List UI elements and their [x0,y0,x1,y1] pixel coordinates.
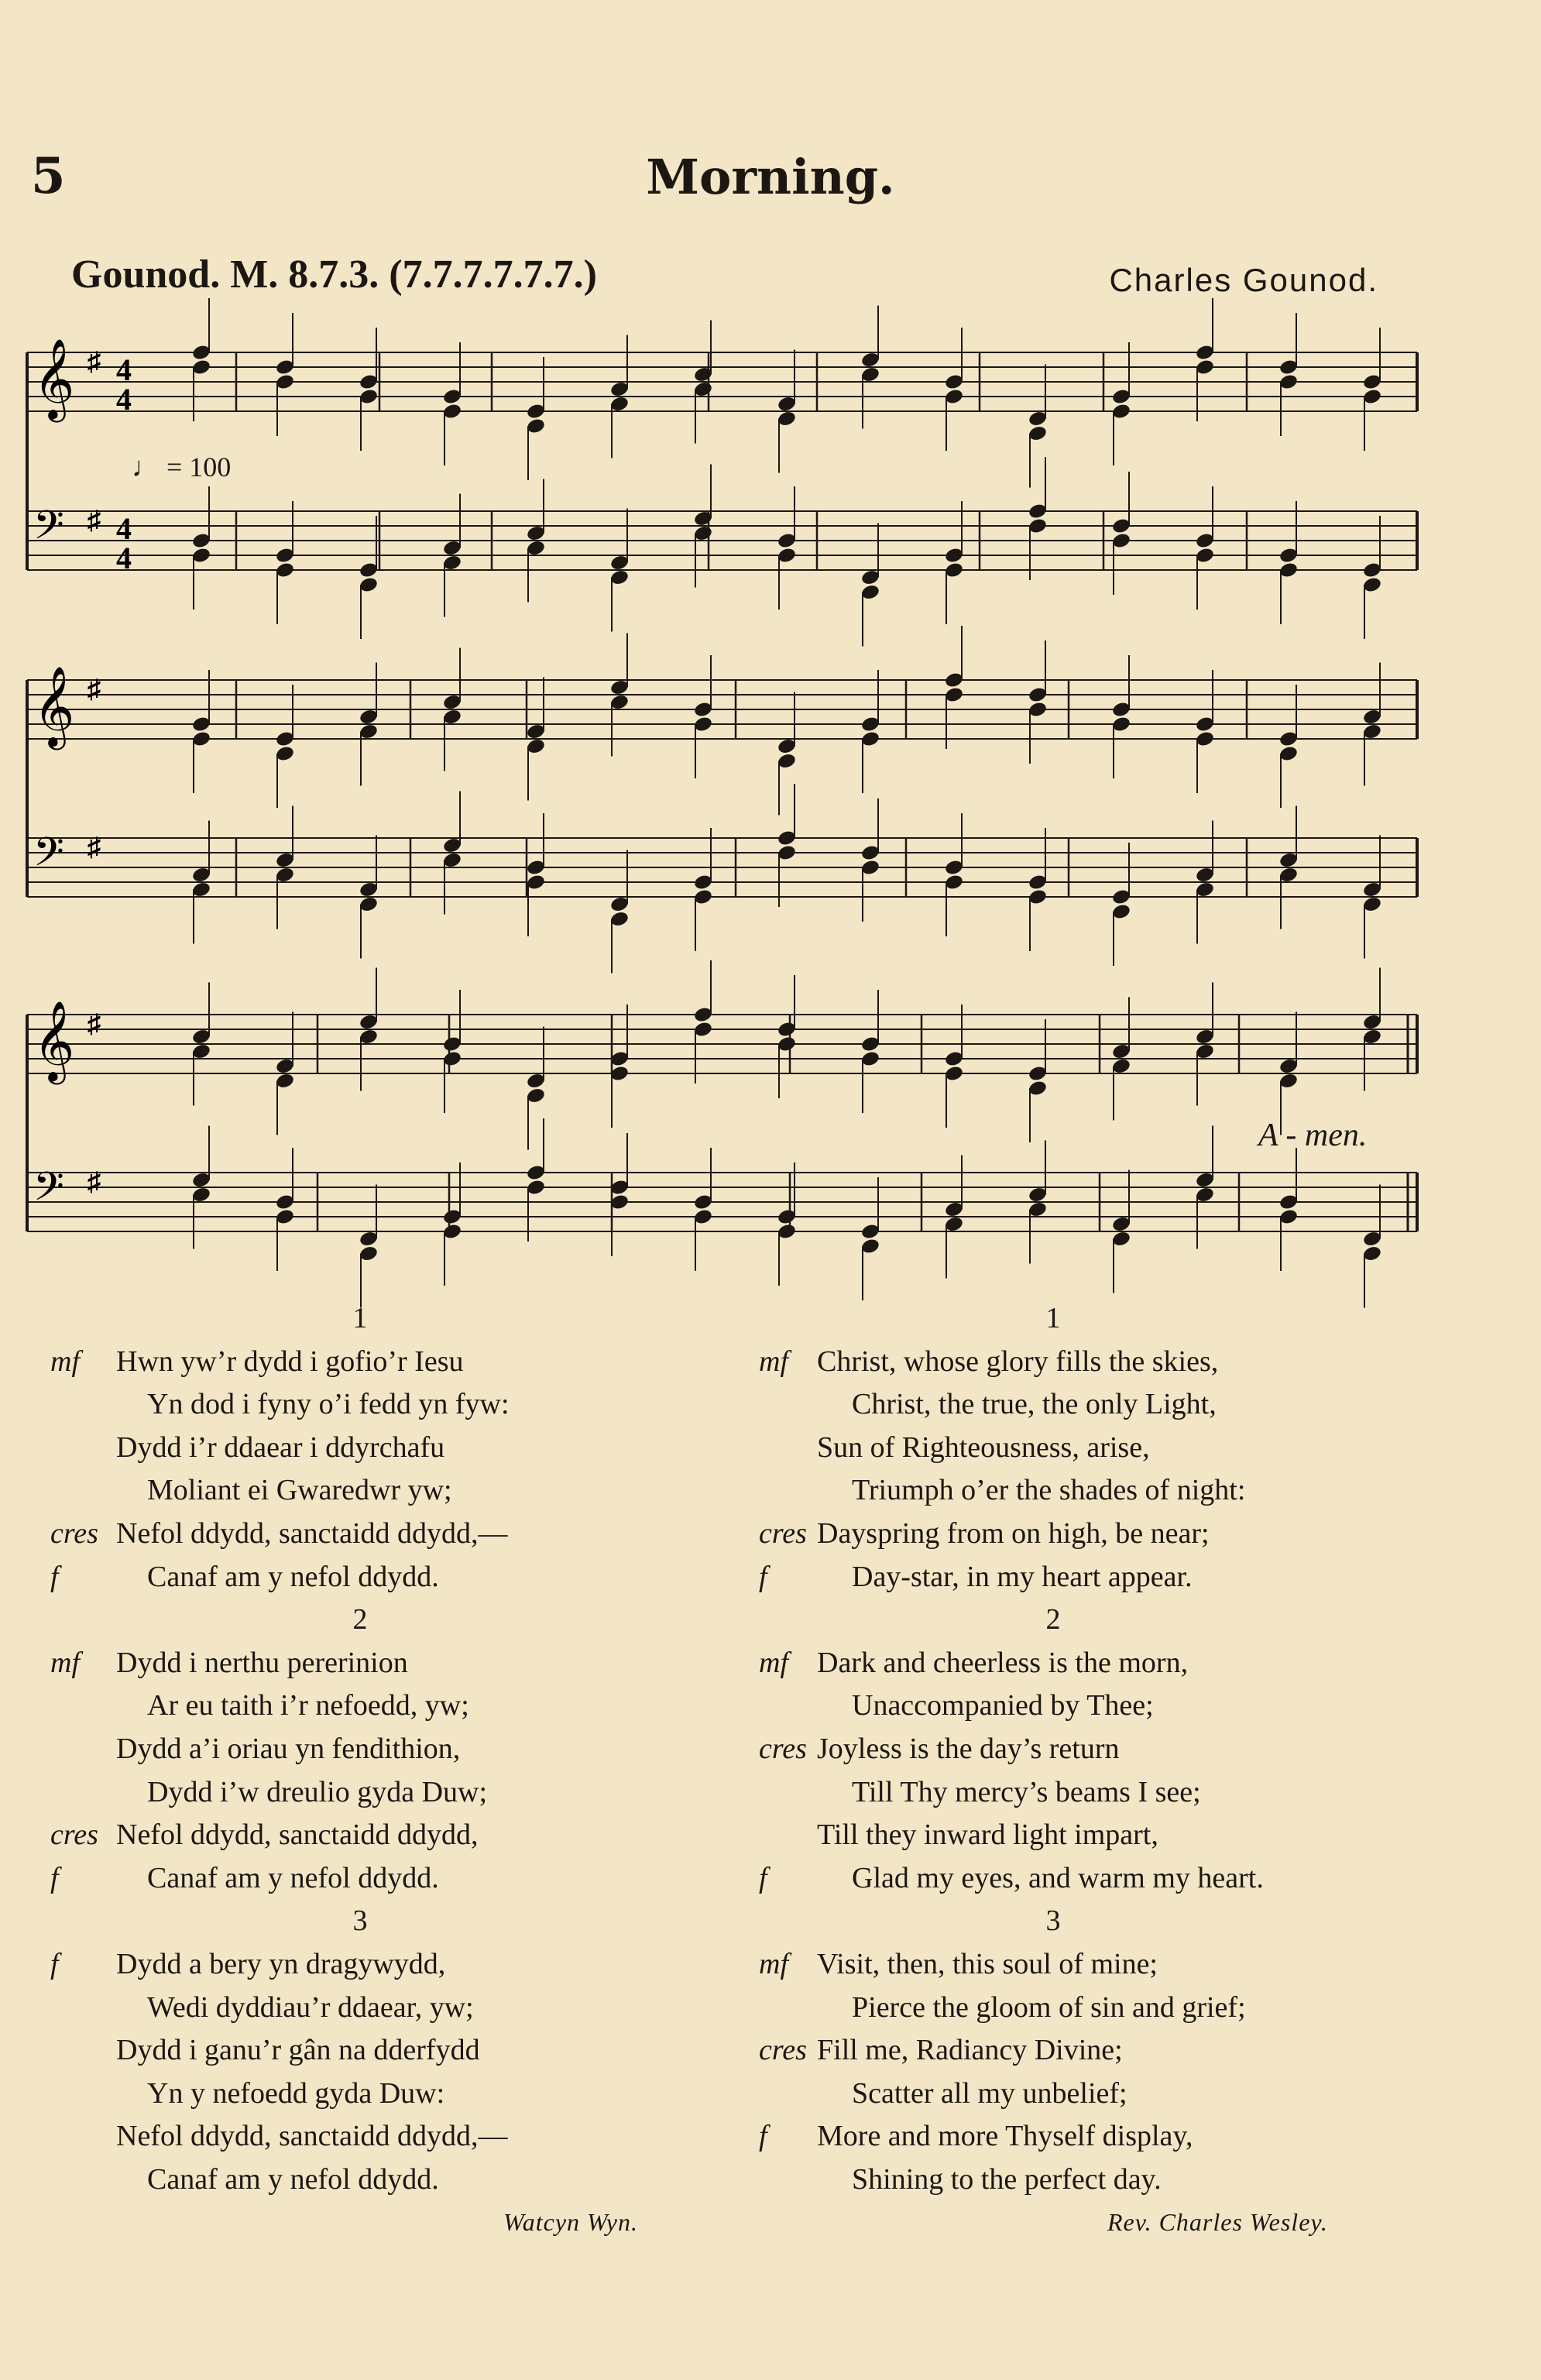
lyric-text: Dydd i nerthu pererinion [116,1646,408,1679]
lyric-text: Nefol ddydd, sanctaidd ddydd,— [116,1516,508,1550]
sharp-sign: ♯ [88,833,101,862]
verse-number: 2 [1045,1603,1061,1636]
dynamic-marking: cres [759,1732,807,1765]
dynamic-marking: f [759,1861,767,1894]
lyric-text: Unaccompanied by Thee; [852,1689,1154,1722]
dynamic-marking: cres [759,2034,807,2067]
lyric-text: Dark and cheerless is the morn, [817,1646,1189,1679]
time-signature: 4 [116,511,132,547]
sharp-sign: ♯ [88,1167,101,1197]
verse-line [43,1814,740,1857]
verse-line [751,1771,1448,1815]
dynamic-marking: f [759,1560,767,1593]
verse-line [751,1469,1448,1513]
dynamic-marking: f [759,2120,767,2153]
dynamic-marking: mf [50,1345,80,1378]
time-signature: 4 [116,352,132,388]
lyric-text: Dydd i’r ddaear i ddyrchafu [116,1430,445,1464]
lyric-text: Triumph o’er the shades of night: [852,1474,1246,1507]
bass-clef: 𝄢 [33,828,64,885]
lyric-text: Sun of Righteousness, arise, [817,1430,1150,1464]
verse-line [751,2029,1448,2073]
lyric-text: Nefol ddydd, sanctaidd ddydd,— [116,2120,508,2153]
verse-line [43,1771,740,1815]
lyric-text: Dydd i ganu’r gân na dderfydd [116,2034,480,2067]
verse-line [751,1383,1448,1427]
verse-line [43,1857,740,1901]
verse-line [43,2115,740,2158]
treble-clef: 𝄞 [33,1000,75,1082]
lyric-text: Visit, then, this soul of mine; [817,1947,1158,1980]
dynamic-marking: cres [759,1516,807,1550]
composer-credit: Charles Gounod. [1109,262,1378,298]
bass-clef: 𝄢 [33,501,64,558]
lyric-text: Christ, whose glory fills the skies, [817,1345,1219,1378]
lyric-text: Dayspring from on high, be near; [817,1516,1210,1550]
lyric-text: Dydd a bery yn dragywydd, [116,1947,446,1980]
tempo-marking: ♩ = 100 [132,452,232,483]
verse-line [751,1556,1448,1599]
lyric-text: Pierce the gloom of sin and grief; [852,1990,1246,2024]
lyric-text: Christ, the true, the only Light, [852,1388,1217,1421]
verse-line [43,1513,740,1556]
section-title: Morning. [646,149,895,205]
dynamic-marking: mf [759,1646,788,1679]
verse-number: 1 [352,1302,368,1334]
amen-lyric: A - men. [1258,1118,1368,1153]
author-credit: Rev. Charles Wesley. [1107,2208,1328,2237]
verse-line [43,1987,740,2030]
tune-title: Gounod. M. 8.7.3. (7.7.7.7.7.7.) [71,252,597,297]
dynamic-marking: f [50,1861,59,1894]
verse-line [751,1513,1448,1556]
treble-clef: 𝄞 [33,338,75,420]
lyric-text: Moliant ei Gwaredwr yw; [147,1474,452,1507]
lyric-text: Yn dod i fyny o’i fedd yn fyw: [147,1388,510,1421]
verse-line [751,2073,1448,2116]
bass-clef: 𝄢 [33,1163,64,1220]
lyric-text: Scatter all my unbelief; [852,2076,1127,2110]
sharp-sign: ♯ [88,1009,101,1039]
verse-line [751,1685,1448,1728]
sharp-sign: ♯ [88,347,101,376]
time-signature: 4 [116,541,132,576]
verse-line [43,2029,740,2073]
sharp-sign: ♯ [88,506,101,535]
verse-line [43,1341,740,1384]
verse-line [751,1427,1448,1470]
lyric-text: Shining to the perfect day. [852,2162,1162,2196]
verse-line [43,1427,740,1470]
lyric-text: Wedi dyddiau’r ddaear, yw; [147,1990,474,2024]
verse-line [751,1642,1448,1685]
lyric-text: Hwn yw’r dydd i gofio’r Iesu [116,1345,464,1378]
verse-number: 1 [1045,1302,1061,1334]
verse-line [43,1383,740,1427]
lyric-text: Yn y nefoedd gyda Duw: [147,2076,445,2110]
dynamic-marking: f [50,1947,59,1980]
lyric-text: Till they inward light impart, [817,1818,1158,1852]
lyric-text: Till Thy mercy’s beams I see; [852,1775,1201,1808]
lyric-text: Fill me, Radiancy Divine; [817,2034,1123,2067]
verse-line [43,1728,740,1771]
verse-line [751,1987,1448,2030]
verse-line [43,2073,740,2116]
verse-line [43,2158,740,2202]
verse-line [751,2115,1448,2158]
dynamic-marking: mf [759,1345,788,1378]
verse-line [751,1341,1448,1384]
author-credit: Watcyn Wyn. [503,2208,638,2237]
lyric-text: Day-star, in my heart appear. [852,1560,1193,1593]
lyric-text: Nefol ddydd, sanctaidd ddydd, [116,1818,479,1852]
lyric-text: Dydd i’w dreulio gyda Duw; [147,1775,488,1808]
lyric-text: Glad my eyes, and warm my heart. [852,1861,1264,1894]
lyric-text: More and more Thyself display, [817,2120,1193,2153]
welsh-hymn-text [43,1297,740,2244]
verse-line [43,1642,740,1685]
verse-line [751,2158,1448,2202]
english-hymn-text [751,1297,1448,2244]
verse-line [43,1556,740,1599]
lyric-text: Canaf am y nefol ddydd. [147,1861,439,1894]
dynamic-marking: mf [759,1947,788,1980]
verse-number: 2 [352,1603,368,1636]
lyric-text: Dydd a’i oriau yn fendithion, [116,1732,461,1765]
lyric-text: Ar eu taith i’r nefoedd, yw; [147,1689,469,1722]
dynamic-marking: f [50,1560,59,1593]
verse-line [751,1943,1448,1987]
time-signature: 4 [116,382,132,417]
verse-line [751,1814,1448,1857]
verse-line [751,1857,1448,1901]
lyric-text: Canaf am y nefol ddydd. [147,2162,439,2196]
verse-line [43,1685,740,1728]
verse-line [43,1469,740,1513]
dynamic-marking: cres [50,1516,98,1550]
page-number: 5 [31,147,66,205]
verse-number: 3 [352,1904,368,1938]
lyric-text: Canaf am y nefol ddydd. [147,1560,439,1593]
dynamic-marking: mf [50,1646,80,1679]
dynamic-marking: cres [50,1818,98,1852]
treble-clef: 𝄞 [33,665,75,747]
sharp-sign: ♯ [88,675,101,704]
verse-line [751,1728,1448,1771]
lyric-text: Joyless is the day’s return [817,1732,1120,1765]
verse-line [43,1943,740,1987]
verse-number: 3 [1045,1904,1061,1938]
